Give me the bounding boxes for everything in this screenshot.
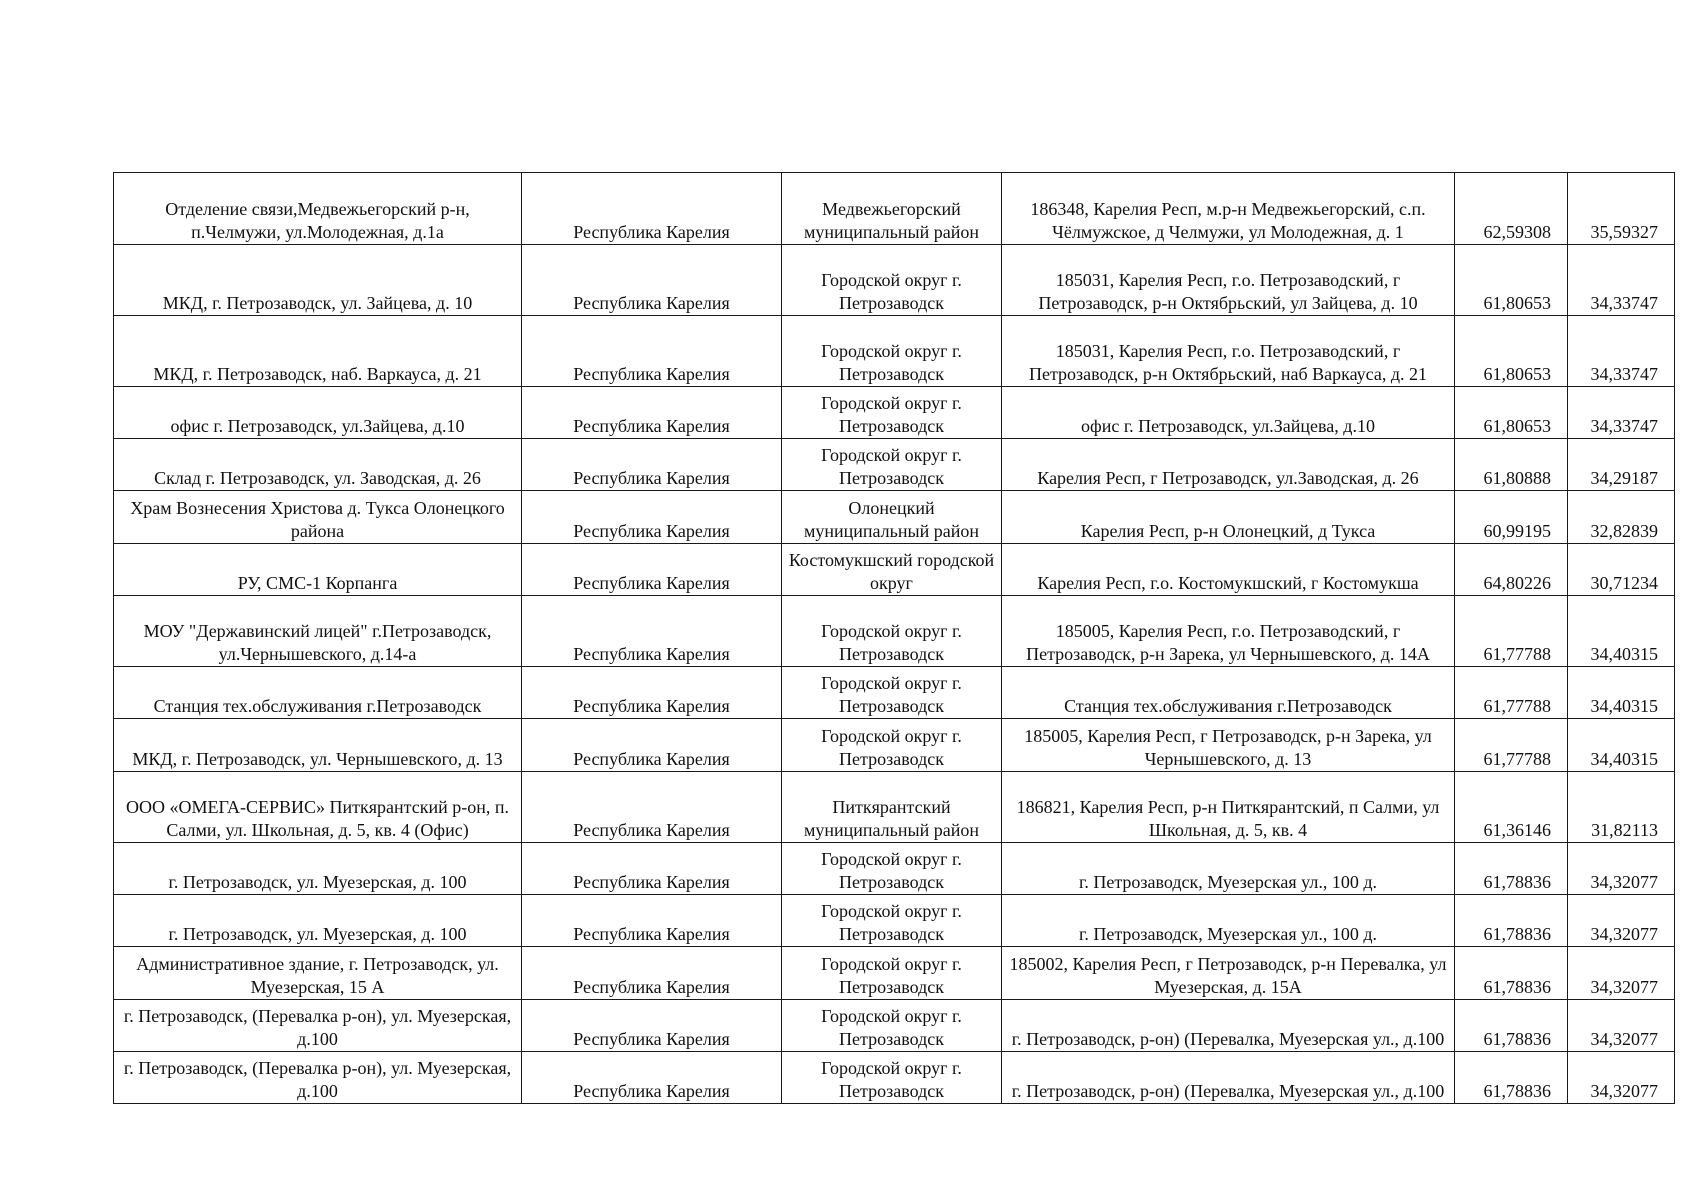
cell-object-name: Храм Вознесения Христова д. Тукса Олонецкого района	[114, 491, 522, 544]
cell-latitude: 61,80653	[1455, 245, 1568, 316]
cell-region: Республика Карелия	[522, 245, 782, 316]
cell-longitude: 34,33747	[1568, 245, 1675, 316]
cell-object-name: МОУ "Державинский лицей" г.Петрозаводск, ул.Чернышевского, д.14-а	[114, 596, 522, 667]
cell-latitude: 61,78836	[1455, 1052, 1568, 1104]
cell-region: Республика Карелия	[522, 719, 782, 772]
cell-region: Республика Карелия	[522, 1000, 782, 1052]
cell-longitude: 34,33747	[1568, 387, 1675, 439]
cell-region: Республика Карелия	[522, 1052, 782, 1104]
cell-latitude: 61,36146	[1455, 772, 1568, 843]
cell-latitude: 61,78836	[1455, 895, 1568, 947]
cell-address: 185031, Карелия Респ, г.о. Петрозаводский, г Петрозаводск, р-н Октябрьский, ул Зайцева, д. 10	[1002, 245, 1455, 316]
table-row	[114, 1052, 1675, 1104]
cell-longitude: 35,59327	[1568, 173, 1675, 245]
cell-municipality: Питкярантский муниципальный район	[782, 772, 1002, 843]
cell-latitude: 62,59308	[1455, 173, 1568, 245]
table-row	[114, 719, 1675, 772]
locations-table	[113, 172, 1675, 1104]
cell-region: Республика Карелия	[522, 544, 782, 596]
cell-latitude: 61,78836	[1455, 947, 1568, 1000]
cell-region: Республика Карелия	[522, 947, 782, 1000]
cell-longitude: 34,40315	[1568, 719, 1675, 772]
locations-table-body	[114, 173, 1675, 1104]
cell-region: Республика Карелия	[522, 596, 782, 667]
cell-region: Республика Карелия	[522, 772, 782, 843]
cell-longitude: 34,32077	[1568, 947, 1675, 1000]
cell-address: Карелия Респ, р-н Олонецкий, д Тукса	[1002, 491, 1455, 544]
cell-municipality: Городской округ г. Петрозаводск	[782, 1052, 1002, 1104]
cell-latitude: 61,78836	[1455, 1000, 1568, 1052]
table-row	[114, 439, 1675, 491]
cell-municipality: Костомукшский городской округ	[782, 544, 1002, 596]
table-row	[114, 947, 1675, 1000]
cell-municipality: Городской округ г. Петрозаводск	[782, 1000, 1002, 1052]
cell-municipality: Городской округ г. Петрозаводск	[782, 316, 1002, 387]
cell-address: 185005, Карелия Респ, г Петрозаводск, р-н Зарека, ул Чернышевского, д. 13	[1002, 719, 1455, 772]
table-row	[114, 596, 1675, 667]
cell-address: 185002, Карелия Респ, г Петрозаводск, р-н Перевалка, ул Муезерская, д. 15А	[1002, 947, 1455, 1000]
cell-latitude: 61,78836	[1455, 843, 1568, 895]
cell-object-name: МКД, г. Петрозаводск, ул. Зайцева, д. 10	[114, 245, 522, 316]
table-row	[114, 544, 1675, 596]
cell-longitude: 32,82839	[1568, 491, 1675, 544]
cell-longitude: 34,40315	[1568, 667, 1675, 719]
table-row	[114, 1000, 1675, 1052]
cell-object-name: МКД, г. Петрозаводск, ул. Чернышевского, д. 13	[114, 719, 522, 772]
cell-address: Станция тех.обслуживания г.Петрозаводск	[1002, 667, 1455, 719]
cell-region: Республика Карелия	[522, 843, 782, 895]
cell-longitude: 34,32077	[1568, 1052, 1675, 1104]
cell-municipality: Городской округ г. Петрозаводск	[782, 245, 1002, 316]
cell-latitude: 60,99195	[1455, 491, 1568, 544]
cell-latitude: 61,77788	[1455, 667, 1568, 719]
cell-address: Карелия Респ, г.о. Костомукшский, г Костомукша	[1002, 544, 1455, 596]
cell-longitude: 34,32077	[1568, 895, 1675, 947]
cell-latitude: 61,77788	[1455, 596, 1568, 667]
cell-address: 186821, Карелия Респ, р-н Питкярантский, п Салми, ул Школьная, д. 5, кв. 4	[1002, 772, 1455, 843]
cell-object-name: г. Петрозаводск, (Перевалка р-он), ул. Муезерская, д.100	[114, 1000, 522, 1052]
cell-region: Республика Карелия	[522, 316, 782, 387]
cell-address: г. Петрозаводск, р-он) (Перевалка, Муезерская ул., д.100	[1002, 1000, 1455, 1052]
cell-longitude: 30,71234	[1568, 544, 1675, 596]
table-row	[114, 491, 1675, 544]
cell-object-name: МКД, г. Петрозаводск, наб. Варкауса, д. 21	[114, 316, 522, 387]
table-row	[114, 895, 1675, 947]
cell-address: офис г. Петрозаводск, ул.Зайцева, д.10	[1002, 387, 1455, 439]
table-row	[114, 316, 1675, 387]
cell-longitude: 34,29187	[1568, 439, 1675, 491]
cell-object-name: г. Петрозаводск, ул. Муезерская, д. 100	[114, 895, 522, 947]
cell-object-name: Административное здание, г. Петрозаводск, ул. Муезерская, 15 А	[114, 947, 522, 1000]
cell-latitude: 61,77788	[1455, 719, 1568, 772]
cell-address: Карелия Респ, г Петрозаводск, ул.Заводская, д. 26	[1002, 439, 1455, 491]
cell-object-name: офис г. Петрозаводск, ул.Зайцева, д.10	[114, 387, 522, 439]
cell-region: Республика Карелия	[522, 387, 782, 439]
cell-longitude: 34,32077	[1568, 843, 1675, 895]
cell-address: г. Петрозаводск, Муезерская ул., 100 д.	[1002, 895, 1455, 947]
cell-municipality: Городской округ г. Петрозаводск	[782, 387, 1002, 439]
cell-municipality: Городской округ г. Петрозаводск	[782, 947, 1002, 1000]
cell-region: Республика Карелия	[522, 439, 782, 491]
cell-municipality: Городской округ г. Петрозаводск	[782, 596, 1002, 667]
cell-address: 186348, Карелия Респ, м.р-н Медвежьегорский, с.п. Чёлмужское, д Челмужи, ул Молодежная, д. 1	[1002, 173, 1455, 245]
cell-region: Республика Карелия	[522, 667, 782, 719]
cell-municipality: Городской округ г. Петрозаводск	[782, 667, 1002, 719]
cell-object-name: Станция тех.обслуживания г.Петрозаводск	[114, 667, 522, 719]
cell-latitude: 64,80226	[1455, 544, 1568, 596]
cell-municipality: Олонецкий муниципальный район	[782, 491, 1002, 544]
cell-region: Республика Карелия	[522, 491, 782, 544]
cell-address: 185005, Карелия Респ, г.о. Петрозаводский, г Петрозаводск, р-н Зарека, ул Чернышевского, д. 14А	[1002, 596, 1455, 667]
cell-address: г. Петрозаводск, р-он) (Перевалка, Муезерская ул., д.100	[1002, 1052, 1455, 1104]
cell-address: г. Петрозаводск, Муезерская ул., 100 д.	[1002, 843, 1455, 895]
table-row	[114, 843, 1675, 895]
cell-object-name: Склад г. Петрозаводск, ул. Заводская, д. 26	[114, 439, 522, 491]
cell-longitude: 34,32077	[1568, 1000, 1675, 1052]
table-row	[114, 173, 1675, 245]
table-row	[114, 387, 1675, 439]
cell-municipality: Медвежьегорский муниципальный район	[782, 173, 1002, 245]
cell-region: Республика Карелия	[522, 895, 782, 947]
table-row	[114, 245, 1675, 316]
cell-object-name: Отделение связи,Медвежьегорский р-н, п.Челмужи, ул.Молодежная, д.1а	[114, 173, 522, 245]
cell-latitude: 61,80653	[1455, 387, 1568, 439]
cell-latitude: 61,80653	[1455, 316, 1568, 387]
cell-region: Республика Карелия	[522, 173, 782, 245]
cell-municipality: Городской округ г. Петрозаводск	[782, 843, 1002, 895]
cell-object-name: г. Петрозаводск, (Перевалка р-он), ул. Муезерская, д.100	[114, 1052, 522, 1104]
cell-municipality: Городской округ г. Петрозаводск	[782, 895, 1002, 947]
table-row	[114, 667, 1675, 719]
table-row	[114, 772, 1675, 843]
cell-object-name: РУ, СМС-1 Корпанга	[114, 544, 522, 596]
cell-longitude: 31,82113	[1568, 772, 1675, 843]
cell-object-name: г. Петрозаводск, ул. Муезерская, д. 100	[114, 843, 522, 895]
cell-longitude: 34,33747	[1568, 316, 1675, 387]
cell-address: 185031, Карелия Респ, г.о. Петрозаводский, г Петрозаводск, р-н Октябрьский, наб Варкауса, д. 21	[1002, 316, 1455, 387]
cell-object-name: ООО «ОМЕГА-СЕРВИС» Питкярантский р-он, п. Салми, ул. Школьная, д. 5, кв. 4 (Офис)	[114, 772, 522, 843]
cell-municipality: Городской округ г. Петрозаводск	[782, 719, 1002, 772]
cell-municipality: Городской округ г. Петрозаводск	[782, 439, 1002, 491]
cell-latitude: 61,80888	[1455, 439, 1568, 491]
cell-longitude: 34,40315	[1568, 596, 1675, 667]
